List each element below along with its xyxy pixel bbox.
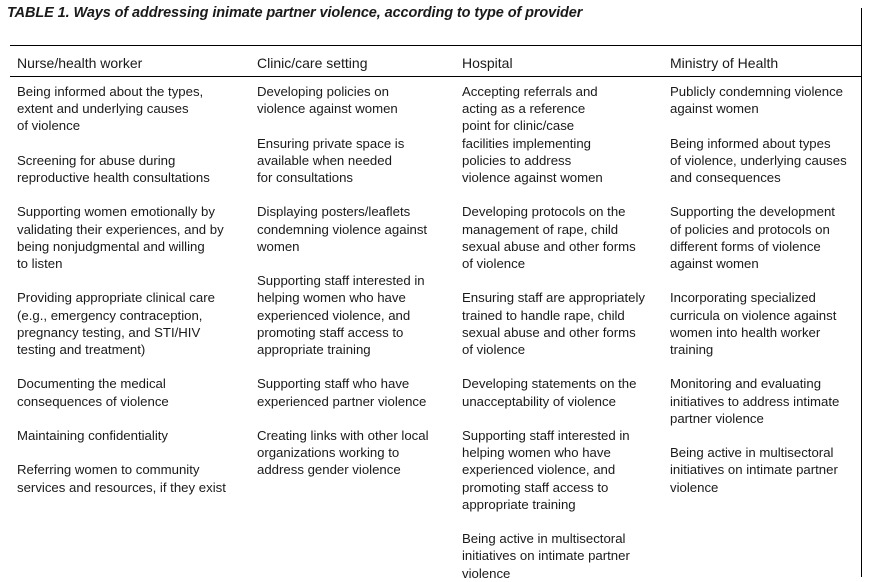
cell-text-line: address gender violence bbox=[257, 462, 401, 478]
table-cell bbox=[17, 427, 226, 444]
cell-text-line: sexual abuse and other forms bbox=[462, 238, 636, 254]
table-cell bbox=[257, 83, 429, 117]
table-cell bbox=[17, 461, 226, 495]
cell-text-line: testing and treatment) bbox=[17, 342, 146, 357]
cell-text-line: Ensuring staff are appropriately bbox=[462, 290, 646, 306]
cell-text-line: Displaying posters/leaflets bbox=[257, 204, 411, 220]
table-cell bbox=[17, 375, 226, 409]
cell-text-line: of violence bbox=[17, 118, 81, 134]
cell-text-line: facilities implementing bbox=[462, 135, 591, 151]
cell-text-line: violence bbox=[462, 565, 511, 581]
table-cell bbox=[670, 203, 847, 272]
cell-text-line: Being active in multisectoral bbox=[462, 531, 626, 547]
table-cell bbox=[462, 203, 645, 272]
cell-text-line: violence against women bbox=[257, 101, 398, 117]
table-header-row bbox=[10, 45, 862, 77]
cell-text-line: women into health worker bbox=[670, 324, 821, 340]
cell-text-line: violence bbox=[670, 479, 719, 495]
cell-text-line: Being informed about types bbox=[670, 135, 831, 151]
table-cell bbox=[670, 83, 847, 117]
cell-text-line: Creating links with other local bbox=[257, 427, 429, 443]
cell-text-line: partner violence bbox=[670, 410, 764, 426]
cell-text-line: consequences of violence bbox=[17, 393, 169, 409]
table-cell bbox=[670, 135, 847, 187]
cell-text-line: Documenting the medical bbox=[17, 376, 166, 392]
column-header-hospital: Hospital bbox=[462, 55, 513, 71]
table-cell bbox=[462, 289, 645, 358]
table-cell bbox=[257, 135, 429, 187]
cell-text-line: women bbox=[257, 238, 300, 254]
cell-text-line: Supporting staff interested in bbox=[257, 273, 425, 289]
cell-text-line: Providing appropriate clinical care bbox=[17, 290, 215, 306]
cell-text-line: experienced violence, and bbox=[462, 462, 616, 478]
cell-text-line: Maintaining confidentiality bbox=[17, 427, 169, 443]
cell-text-line: of violence bbox=[462, 342, 526, 358]
cell-text-line: Accepting referrals and bbox=[462, 84, 598, 99]
cell-text-line: pregnancy testing, and STI/HIV bbox=[17, 324, 201, 340]
cell-text-line: promoting staff access to bbox=[257, 324, 404, 340]
table-cell bbox=[257, 203, 429, 255]
cell-text-line: violence against women bbox=[462, 170, 603, 186]
cell-text-line: Screening for abuse during bbox=[17, 152, 176, 168]
table-cell bbox=[257, 427, 429, 479]
cell-text-line: to listen bbox=[17, 256, 63, 271]
cell-text-line: condemning violence against bbox=[257, 221, 428, 237]
cell-text-line: of violence, underlying causes bbox=[670, 152, 847, 168]
table-cell bbox=[17, 83, 226, 135]
cell-text-line: Being active in multisectoral bbox=[670, 445, 834, 461]
cell-text-line: (e.g., emergency contraception, bbox=[17, 307, 203, 323]
cell-text-line: point for clinic/case bbox=[462, 118, 575, 134]
cell-text-line: of violence bbox=[462, 256, 526, 272]
cell-text-line: for consultations bbox=[257, 170, 354, 185]
table-cell bbox=[17, 152, 226, 186]
cell-text-line: Developing statements on the bbox=[462, 376, 637, 392]
table-cell bbox=[17, 203, 226, 272]
cell-text-line: Ensuring private space is bbox=[257, 135, 405, 151]
cell-text-line: Supporting the development bbox=[670, 204, 835, 220]
table-cell bbox=[257, 375, 429, 409]
cell-text-line: different forms of violence bbox=[670, 238, 821, 254]
table-cell bbox=[462, 530, 645, 582]
column-header-ministry: Ministry of Health bbox=[670, 55, 779, 71]
cell-text-line: against women bbox=[670, 101, 759, 117]
cell-text-line: training bbox=[670, 342, 714, 357]
cell-text-line: acting as a reference bbox=[462, 101, 586, 117]
cell-text-line: Referring women to community bbox=[17, 462, 200, 478]
table-cell bbox=[462, 83, 645, 186]
cell-text-line: against women bbox=[670, 256, 759, 271]
cell-text-line: being nonjudgmental and willing bbox=[17, 238, 205, 254]
cell-text-line: experienced violence, and bbox=[257, 307, 411, 323]
cell-text-line: Supporting women emotionally by bbox=[17, 204, 215, 220]
cell-text-line: Publicly condemning violence bbox=[670, 84, 844, 99]
cell-text-line: validating their experiences, and by bbox=[17, 221, 224, 237]
column-clinic bbox=[257, 83, 429, 479]
cell-text-line: Developing protocols on the bbox=[462, 204, 626, 220]
table-cell bbox=[17, 289, 226, 358]
table-cell bbox=[257, 272, 429, 358]
column-nurse bbox=[17, 83, 226, 496]
cell-text-line: initiatives to address intimate bbox=[670, 393, 840, 409]
cell-text-line: Supporting staff interested in bbox=[462, 428, 630, 443]
provider-table bbox=[10, 8, 862, 581]
cell-text-line: available when needed bbox=[257, 152, 392, 168]
cell-text-line: appropriate training bbox=[462, 496, 576, 512]
cell-text-line: extent and underlying causes bbox=[17, 101, 189, 117]
table-caption: TABLE 1. Ways of addressing inimate partner violence, according to type of provider bbox=[7, 5, 583, 21]
cell-text-line: trained to handle rape, child bbox=[462, 307, 625, 323]
cell-text-line: promoting staff access to bbox=[462, 479, 609, 495]
table-cell bbox=[462, 375, 645, 409]
column-ministry bbox=[670, 83, 847, 496]
table-cell bbox=[670, 375, 847, 427]
cell-text-line: management of rape, child bbox=[462, 221, 619, 237]
cell-text-line: and consequences bbox=[670, 170, 781, 185]
cell-text-line: initiatives on intimate partner bbox=[670, 462, 838, 478]
table-cell bbox=[670, 289, 847, 358]
column-header-clinic: Clinic/care setting bbox=[257, 55, 368, 71]
column-header-nurse: Nurse/health worker bbox=[17, 55, 143, 71]
table-cell bbox=[462, 427, 645, 513]
cell-text-line: Being informed about the types, bbox=[17, 84, 204, 99]
cell-text-line: organizations working to bbox=[257, 445, 400, 461]
cell-text-line: services and resources, if they exist bbox=[17, 479, 226, 495]
cell-text-line: Monitoring and evaluating bbox=[670, 376, 822, 392]
cell-text-line: Incorporating specialized bbox=[670, 290, 816, 306]
table-cell bbox=[670, 444, 847, 496]
column-hospital bbox=[462, 83, 645, 582]
cell-text-line: policies to address bbox=[462, 152, 572, 168]
cell-text-line: helping women who have bbox=[462, 445, 611, 461]
cell-text-line: reproductive health consultations bbox=[17, 170, 210, 185]
cell-text-line: experienced partner violence bbox=[257, 393, 427, 409]
cell-text-line: of policies and protocols on bbox=[670, 221, 830, 237]
cell-text-line: helping women who have bbox=[257, 290, 406, 306]
cell-text-line: sexual abuse and other forms bbox=[462, 324, 636, 340]
cell-text-line: appropriate training bbox=[257, 342, 371, 357]
cell-text-line: unacceptability of violence bbox=[462, 393, 616, 409]
cell-text-line: Developing policies on bbox=[257, 84, 389, 99]
cell-text-line: Supporting staff who have bbox=[257, 376, 410, 392]
cell-text-line: initiatives on intimate partner bbox=[462, 548, 630, 564]
cell-text-line: curricula on violence against bbox=[670, 307, 837, 323]
